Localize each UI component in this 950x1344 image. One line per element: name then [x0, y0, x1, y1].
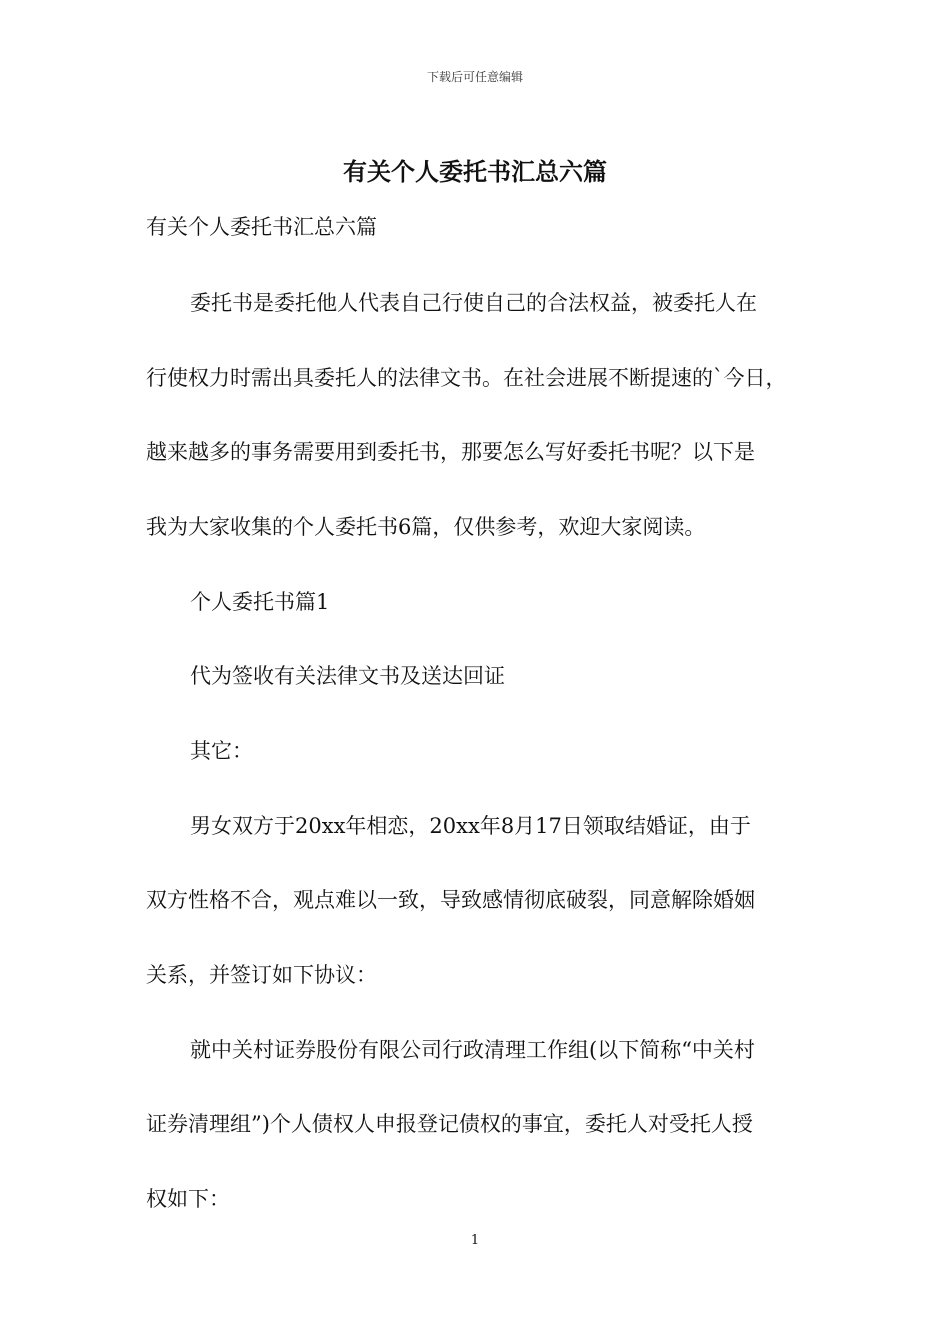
paragraph-line: 就中关村证券股份有限公司行政清理工作组(以下简称“中关村: [190, 1038, 755, 1062]
subtitle-line: 有关个人委托书汇总六篇: [146, 215, 377, 239]
paragraph-line: 关系，并签订如下协议：: [146, 963, 377, 987]
paragraph-line: 我为大家收集的个人委托书6篇，仅供参考，欢迎大家阅读。: [146, 515, 706, 539]
paragraph-line: 越来越多的事务需要用到委托书，那要怎么写好委托书呢？以下是: [146, 440, 755, 464]
document-title: 有关个人委托书汇总六篇: [343, 157, 607, 186]
page-number: 1: [470, 1233, 480, 1248]
paragraph-line: 证券清理组”)个人债权人申报登记债权的事宜，委托人对受托人授: [146, 1112, 753, 1136]
paragraph-line: 双方性格不合，观点难以一致，导致感情彻底破裂，同意解除婚姻: [146, 888, 755, 912]
paragraph-line: 行使权力时需出具委托人的法律文书。在社会进展不断提速的`今日，: [146, 366, 787, 390]
paragraph-line: 男女双方于20xx年相恋，20xx年8月17日领取结婚证，由于: [190, 814, 751, 838]
paragraph-line: 代为签收有关法律文书及送达回证: [190, 664, 505, 688]
section-heading: 个人委托书篇1: [190, 590, 330, 614]
paragraph-line: 其它：: [190, 739, 253, 763]
paragraph-line: 权如下：: [146, 1187, 230, 1211]
page-header: 下载后可任意编辑: [426, 70, 523, 84]
paragraph-line: 委托书是委托他人代表自己行使自己的合法权益，被委托人在: [190, 291, 757, 315]
